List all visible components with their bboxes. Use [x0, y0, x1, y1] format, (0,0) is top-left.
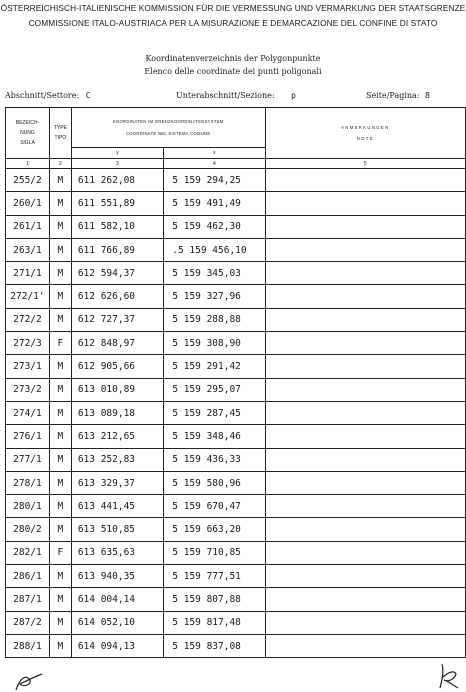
point-id: 272/2 — [6, 308, 50, 331]
header-notes-line1: ANMERKUNGEN — [341, 125, 390, 130]
coordinate-y: 613 940,35 — [71, 565, 163, 588]
coordinate-x: 5 159 837,08 — [164, 634, 265, 657]
colnum-5: 5 — [265, 159, 465, 169]
notes-cell — [265, 285, 465, 308]
table-row — [6, 238, 466, 261]
coordinate-x: 5 159 294,25 — [164, 169, 265, 192]
table-row — [6, 308, 466, 331]
header-bezeichnung-line3: SIGLA — [20, 140, 35, 146]
coordinate-y: 613 635,63 — [71, 541, 163, 564]
table-row — [6, 169, 466, 192]
notes-cell — [265, 425, 465, 448]
notes-cell — [265, 448, 465, 471]
coordinate-x: 5 159 291,42 — [164, 355, 265, 378]
table-row — [6, 192, 466, 215]
notes-cell — [265, 215, 465, 238]
coordinate-y: 612 626,60 — [71, 285, 163, 308]
coordinate-y: 612 594,37 — [71, 262, 163, 285]
point-type: M — [49, 355, 71, 378]
colnum-3: 3 — [71, 159, 163, 169]
coordinate-y: 611 582,10 — [71, 215, 163, 238]
coordinate-x: 5 159 327,96 — [164, 285, 265, 308]
point-type: M — [49, 611, 71, 634]
point-id: 260/1 — [6, 192, 50, 215]
point-id: 287/1 — [6, 588, 50, 611]
point-type: M — [49, 471, 71, 494]
table-row — [6, 215, 466, 238]
notes-cell — [265, 332, 465, 355]
header-x: x — [164, 148, 265, 159]
point-type: M — [49, 169, 71, 192]
coordinate-y: 612 848,97 — [71, 332, 163, 355]
table-row — [6, 401, 466, 424]
coordinate-y: 611 551,89 — [71, 192, 163, 215]
point-type: M — [49, 448, 71, 471]
unterabschnitt-value: p — [291, 91, 296, 100]
point-id: 276/1 — [6, 425, 50, 448]
notes-cell — [265, 378, 465, 401]
point-type: M — [49, 378, 71, 401]
coordinate-x: 5 159 777,51 — [164, 565, 265, 588]
notes-cell — [265, 611, 465, 634]
coordinate-x: 5 159 348,46 — [164, 425, 265, 448]
coordinate-y: 612 905,66 — [71, 355, 163, 378]
point-type: M — [49, 495, 71, 518]
notes-cell — [265, 355, 465, 378]
point-type: M — [49, 565, 71, 588]
point-id: 273/1 — [6, 355, 50, 378]
coordinate-x: 5 159 491,49 — [164, 192, 265, 215]
coordinate-y: 614 094,13 — [71, 634, 163, 657]
signature-mark-right — [436, 662, 462, 690]
table-row — [6, 495, 466, 518]
coordinate-y: 613 510,85 — [71, 518, 163, 541]
point-id: 280/2 — [6, 518, 50, 541]
seite-value: 8 — [425, 91, 430, 100]
point-type: M — [49, 262, 71, 285]
coordinate-y: 614 052,10 — [71, 611, 163, 634]
point-id: 273/2 — [6, 378, 50, 401]
notes-cell — [265, 634, 465, 657]
meta-abschnitt — [5, 91, 91, 100]
point-type: M — [49, 285, 71, 308]
coordinate-y: 611 262,08 — [71, 169, 163, 192]
colnum-1: 1 — [6, 159, 50, 169]
point-type: M — [49, 425, 71, 448]
header-line-de: ÖSTERREICHISCH-ITALIENISCHE KOMMISSION FÜR DIE VERMESSUNG UND VERMARKUNG DER STAATSGRENZE — [0, 3, 466, 13]
coordinate-x: 5 159 580,96 — [164, 471, 265, 494]
header-type-line2: TIPO — [54, 135, 67, 141]
point-id: 263/1 — [6, 238, 50, 261]
table-row — [6, 611, 466, 634]
point-type: M — [49, 192, 71, 215]
table-row — [6, 262, 466, 285]
table-row — [6, 285, 466, 308]
point-type: M — [49, 238, 71, 261]
header-notes — [265, 108, 465, 159]
signature-mark-left — [14, 670, 44, 692]
point-id: 272/3 — [6, 332, 50, 355]
point-id: 274/1 — [6, 401, 50, 424]
table-row — [6, 634, 466, 657]
meta-seite — [366, 91, 430, 100]
point-type: M — [49, 588, 71, 611]
colnum-4: 4 — [164, 159, 265, 169]
notes-cell — [265, 471, 465, 494]
coordinate-y: 611 766,89 — [71, 238, 163, 261]
header-bezeichnung-line2: NUNG — [20, 130, 35, 136]
table-row — [6, 541, 466, 564]
coordinate-x: 5 159 817,48 — [164, 611, 265, 634]
coordinate-x: 5 159 462,30 — [164, 215, 265, 238]
notes-cell — [265, 308, 465, 331]
header-bezeichnung — [6, 108, 50, 159]
header-coordinates-line1: KOORDINATEN IM GRENZKOORDINATENSYSTEM — [112, 118, 224, 124]
title-it: Elenco delle coordinate dei punti poligonali — [144, 67, 322, 76]
point-type: M — [49, 518, 71, 541]
coordinate-x: .5 159 456,10 — [164, 238, 265, 261]
coordinate-x: 5 159 663,20 — [164, 518, 265, 541]
table-row — [6, 565, 466, 588]
coordinate-x: 5 159 308,90 — [164, 332, 265, 355]
notes-cell — [265, 169, 465, 192]
table-row — [6, 588, 466, 611]
notes-cell — [265, 192, 465, 215]
table-row — [6, 471, 466, 494]
point-id: 282/1 — [6, 541, 50, 564]
header-coordinates — [71, 108, 265, 148]
table-row — [6, 378, 466, 401]
point-type: F — [49, 541, 71, 564]
coordinates-table — [5, 107, 466, 658]
notes-cell — [265, 518, 465, 541]
coordinate-y: 612 727,37 — [71, 308, 163, 331]
coordinate-x: 5 159 710,85 — [164, 541, 265, 564]
header-y: y — [71, 148, 163, 159]
coordinate-x: 5 159 345,03 — [164, 262, 265, 285]
point-id: 288/1 — [6, 634, 50, 657]
coordinate-y: 613 212,65 — [71, 425, 163, 448]
coordinate-y: 613 329,37 — [71, 471, 163, 494]
table-row — [6, 355, 466, 378]
point-type: M — [49, 308, 71, 331]
coordinate-x: 5 159 287,45 — [164, 401, 265, 424]
point-type: M — [49, 215, 71, 238]
coordinate-y: 614 004,14 — [71, 588, 163, 611]
notes-cell — [265, 588, 465, 611]
point-id: 255/2 — [6, 169, 50, 192]
point-id: 272/1' — [6, 285, 50, 308]
notes-cell — [265, 495, 465, 518]
meta-unterabschnitt — [176, 91, 296, 100]
coordinate-y: 613 089,18 — [71, 401, 163, 424]
point-id: 277/1 — [6, 448, 50, 471]
point-type: F — [49, 332, 71, 355]
point-id: 287/2 — [6, 611, 50, 634]
unterabschnitt-label: Unterabschnitt/Sezione: — [176, 91, 275, 100]
header-line-it: COMMISSIONE ITALO-AUSTRIACA PER LA MISURAZIONE E DEMARCAZIONE DEL CONFINE DI STATO — [28, 18, 438, 28]
notes-cell — [265, 238, 465, 261]
point-type: M — [49, 401, 71, 424]
coordinate-y: 613 441,45 — [71, 495, 163, 518]
header-coordinates-line2: COORDINATE NEL SISTEMA COMUNE — [125, 130, 211, 136]
coordinate-x: 5 159 807,88 — [164, 588, 265, 611]
title-de: Koordinatenverzeichnis der Polygonpunkte — [145, 54, 321, 63]
coordinate-x: 5 159 670,47 — [164, 495, 265, 518]
colnum-2: 2 — [49, 159, 71, 169]
notes-cell — [265, 541, 465, 564]
coordinate-x: 5 159 288,88 — [164, 308, 265, 331]
point-type: M — [49, 634, 71, 657]
coordinate-y: 613 010,89 — [71, 378, 163, 401]
header-bezeichnung-line1: BEZEICH- — [15, 120, 40, 126]
point-id: 261/1 — [6, 215, 50, 238]
header-type — [49, 108, 71, 159]
table-row — [6, 332, 466, 355]
notes-cell — [265, 262, 465, 285]
point-id: 280/1 — [6, 495, 50, 518]
table-row — [6, 425, 466, 448]
header-notes-line2: NOTE — [356, 136, 374, 141]
coordinate-x: 5 159 295,07 — [164, 378, 265, 401]
seite-label: Seite/Pagina: — [366, 91, 420, 100]
notes-cell — [265, 401, 465, 424]
coordinate-x: 5 159 436,33 — [164, 448, 265, 471]
table-row — [6, 518, 466, 541]
abschnitt-value: C — [85, 91, 91, 100]
notes-cell — [265, 565, 465, 588]
point-id: 278/1 — [6, 471, 50, 494]
table-body — [6, 169, 466, 658]
table-row — [6, 448, 466, 471]
header-type-line1: TYPE — [53, 125, 67, 131]
point-id: 271/1 — [6, 262, 50, 285]
point-id: 286/1 — [6, 565, 50, 588]
coordinate-y: 613 252,83 — [71, 448, 163, 471]
abschnitt-label: Abschnitt/Settore: — [5, 91, 80, 100]
